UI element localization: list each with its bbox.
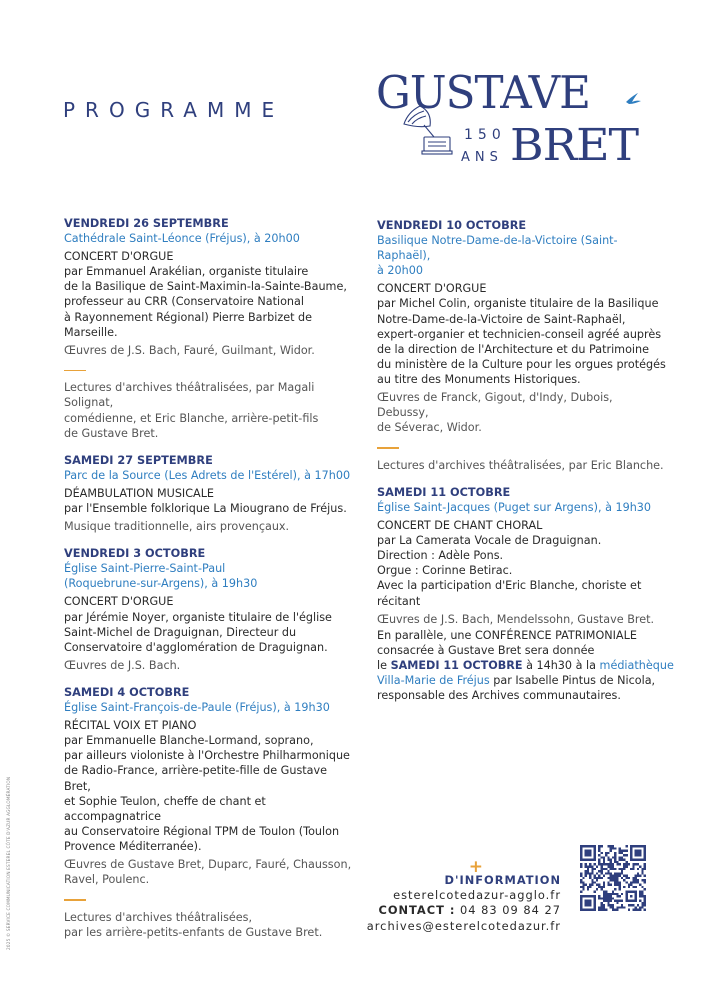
event-day: SAMEDI 11 OCTOBRE	[377, 485, 511, 499]
event-works	[64, 519, 354, 534]
event-place: Église Saint-Jacques (Puget sur Argens), à 19h30	[377, 501, 652, 514]
works-line: Œuvres de J.S. Bach, Fauré, Guilmant, Widor.	[64, 343, 315, 357]
event-works	[64, 658, 354, 673]
event-performer-line: par ailleurs violoniste à l'Orchestre Philharmonique	[64, 749, 350, 763]
event-performer-line: Provence Méditerranée).	[64, 839, 202, 853]
divider	[64, 899, 86, 901]
event-place: (Roquebrune-sur-Argens), à 19h30	[64, 577, 258, 591]
conference-notice	[377, 628, 677, 703]
event-title: CONCERT D'ORGUE	[64, 595, 174, 609]
event-title: RÉCITAL VOIX ET PIANO	[64, 719, 197, 733]
event-performer-line: de la direction de l'Architecture et du Patrimoine	[377, 342, 650, 356]
event-performer-line: au Conservatoire Régional TPM de Toulon (Toulon	[64, 824, 340, 838]
event-day: VENDREDI 3 OCTOBRE	[64, 547, 206, 561]
conference-line4: Villa-Marie de Fréjus par Isabelle Pintus de Nicola,	[377, 674, 656, 688]
event-performer-line: à Rayonnement Régional) Pierre Barbizet de Marseille.	[64, 310, 313, 339]
works-line: Œuvres de J.S. Bach, Mendelssohn, Gustave Bret.	[377, 612, 655, 626]
works-line: Musique traditionnelle, airs provençaux.	[64, 520, 290, 534]
left-column	[64, 216, 354, 940]
event-title: CONCERT D'ORGUE	[64, 250, 174, 264]
event-works	[377, 612, 667, 627]
conference-line2: consacrée à Gustave Bret sera donnée	[377, 644, 595, 658]
event-reading	[64, 380, 354, 440]
gustave-bret-150-ans-logo	[374, 64, 650, 174]
event-performer-line: au titre des Monuments Historiques.	[377, 372, 581, 386]
event-day: VENDREDI 10 OCTOBRE	[377, 219, 527, 232]
works-line: Œuvres de J.S. Bach.	[64, 658, 181, 672]
page-heading: PROGRAMME	[63, 98, 285, 122]
logo-line1: GUSTAVE	[376, 66, 590, 119]
reading-line: Lectures d'archives théâtralisées, par Eric Blanche.	[377, 458, 664, 472]
email-link[interactable]: archives@esterelcotedazur.fr	[366, 918, 561, 933]
event-day: SAMEDI 4 OCTOBRE	[64, 685, 190, 699]
event-performer-line: professeur au CRR (Conservatoire National	[64, 295, 304, 309]
event-block	[377, 485, 667, 627]
event-performer-line: Orgue : Corinne Betirac.	[377, 564, 513, 578]
event-place: Église Saint-Pierre-Saint-Paul	[64, 562, 226, 576]
event-title: CONCERT DE CHANT CHORAL	[377, 519, 543, 533]
website-link[interactable]: esterelcotedazur-agglo.fr	[393, 888, 561, 903]
event-place: à 20h00	[377, 264, 423, 278]
logo-number: 150	[464, 127, 506, 143]
works-line: Œuvres de Gustave Bret, Duparc, Fauré, Chausson,	[64, 857, 352, 871]
works-line: Œuvres de Franck, Gigout, d'Indy, Dubois, Debussy,	[377, 391, 613, 420]
bird-icon	[626, 93, 641, 104]
event-reading	[377, 458, 667, 473]
reading-line: de Gustave Bret.	[64, 426, 159, 440]
contact-phone[interactable]: 04 83 09 84 27	[460, 903, 561, 918]
event-performer-line: par Emmanuelle Blanche-Lormand, soprano,	[64, 734, 314, 748]
event-performer-line: par La Camerata Vocale de Draguignan.	[377, 534, 602, 548]
event-place: Église Saint-François-de-Paule (Fréjus), à 19h30	[64, 701, 330, 715]
event-performer-line: du ministère de la Culture pour les orgues protégés	[377, 357, 666, 371]
event-title: CONCERT D'ORGUE	[377, 282, 487, 296]
side-credit: 2025 © SERVICE COMMUNICATION ESTEREL CÔTE D'AZUR AGGLOMÉRATION	[6, 776, 11, 950]
event-performer-line: de Radio-France, arrière-petite-fille de Gustave Bret,	[64, 764, 328, 793]
plus-icon: +	[468, 857, 483, 877]
event-performer-line: par Michel Colin, organiste titulaire de la Basilique	[377, 297, 659, 311]
conference-line5: responsable des Archives communautaires.	[377, 689, 621, 703]
info-label: D'INFORMATION	[444, 873, 561, 887]
event-place: Basilique Notre-Dame-de-la-Victoire (Saint-Raphaël),	[377, 234, 618, 263]
event-performer-line: Direction : Adèle Pons.	[377, 549, 504, 563]
logo-unit: ANS	[461, 150, 503, 165]
event-block	[377, 218, 667, 473]
event-block	[64, 685, 354, 940]
event-performer-line: par l'Ensemble folklorique La Miougrano de Fréjus.	[64, 502, 347, 515]
right-column	[377, 218, 667, 627]
event-performer-line: de la Basilique de Saint-Maximin-la-Sainte-Baume,	[64, 280, 347, 294]
event-day: VENDREDI 26 SEPTEMBRE	[64, 217, 229, 230]
reading-line: par les arrière-petits-enfants de Gustave Bret.	[64, 925, 323, 939]
event-performer-line: par Emmanuel Arakélian, organiste titulaire	[64, 265, 309, 279]
event-works	[377, 390, 667, 435]
conference-line3: le SAMEDI 11 OCTOBRE à 14h30 à la médiathèque	[377, 659, 674, 673]
conference-place: médiathèque	[599, 659, 674, 673]
event-day: SAMEDI 27 SEPTEMBRE	[64, 453, 213, 467]
divider	[64, 370, 86, 372]
event-block	[64, 453, 354, 534]
event-performer-line: et Sophie Teulon, cheffe de chant et accompagnatrice	[64, 794, 266, 823]
info-block	[366, 857, 561, 934]
event-block	[64, 546, 354, 673]
event-performer-line: Avec la participation d'Eric Blanche, choriste et récitant	[377, 579, 642, 608]
logo-line2: BRET	[510, 120, 639, 171]
reading-line: comédienne, et Eric Blanche, arrière-petit-fils	[64, 411, 319, 425]
event-place: Parc de la Source (Les Adrets de l'Estérel), à 17h00	[64, 468, 351, 482]
conference-line1: En parallèle, une CONFÉRENCE PATRIMONIALE	[377, 629, 637, 642]
reading-line: Lectures d'archives théâtralisées, par Magali Solignat,	[64, 381, 315, 410]
works-line: Ravel, Poulenc.	[64, 873, 150, 887]
conference-date: SAMEDI 11 OCTOBRE	[390, 659, 523, 673]
event-works	[64, 343, 354, 358]
divider	[377, 447, 399, 449]
event-works	[64, 857, 354, 887]
contact-line: CONTACT : 04 83 09 84 27	[378, 903, 561, 918]
event-performer-line: par Jérémie Noyer, organiste titulaire de l'église	[64, 610, 332, 624]
works-line: de Séverac, Widor.	[377, 421, 482, 435]
event-place: Cathédrale Saint-Léonce (Fréjus), à 20h00	[64, 232, 300, 246]
event-performer-line: Notre-Dame-de-la-Victoire de Saint-Raphaël,	[377, 312, 626, 326]
event-reading	[64, 910, 354, 940]
event-performer-line: Conservatoire d'agglomération de Draguignan.	[64, 640, 328, 654]
event-block	[64, 216, 354, 441]
event-performer-line: Saint-Michel de Draguignan, Directeur du	[64, 625, 297, 639]
reading-line: Lectures d'archives théâtralisées,	[64, 910, 253, 924]
event-performer-line: expert-organier et technicien-conseil agréé auprès	[377, 327, 662, 341]
qr-code[interactable]	[580, 845, 646, 911]
event-title: DÉAMBULATION MUSICALE	[64, 486, 214, 500]
